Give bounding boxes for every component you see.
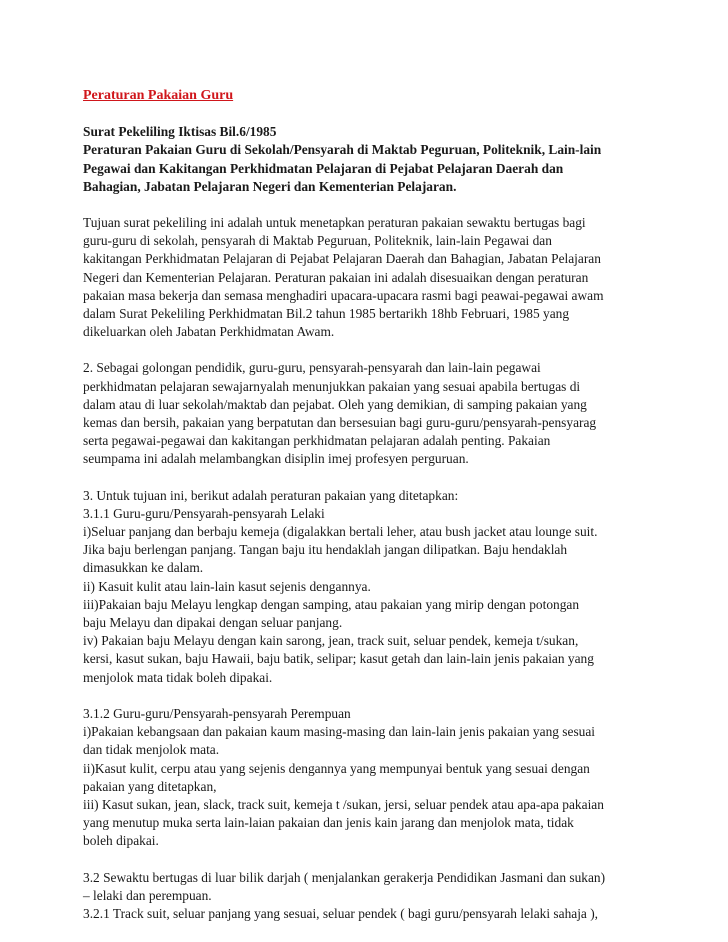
text-line: 3.1.1 Guru-guru/Pensyarah-pensyarah Lelaki — [83, 505, 325, 521]
text-line: pakaian masa bekerja dan semasa menghadiri upacara-upacara rasmi bagi peawai-pegawai awam — [83, 287, 604, 303]
text-line: pakaian yang ditetapkan, — [83, 778, 217, 794]
text-line: iii)Pakaian baju Melayu lengkap dengan samping, atau pakaian yang mirip dengan potongan — [83, 596, 580, 612]
document-title: Peraturan Pakaian Guru — [83, 88, 234, 103]
heading-line: Peraturan Pakaian Guru di Sekolah/Pensyarah di Maktab Peguruan, Politeknik, Lain-lain — [83, 142, 602, 158]
heading-line: Surat Pekeliling Iktisas Bil.6/1985 — [83, 124, 277, 140]
text-line: serta pegawai-pegawai dan kakitangan perkhidmatan pelajaran adalah penting. Pakaian — [83, 433, 551, 449]
text-line: dan tidak menjolok mata. — [83, 742, 220, 758]
text-line: i)Seluar panjang dan berbaju kemeja (digalakkan bertali leher, atau bush jacket atau lounge suit. — [83, 524, 598, 540]
text-line: iv) Pakaian baju Melayu dengan kain sarong, jean, track suit, seluar pendek, kemeja t/sukan, — [83, 633, 579, 649]
text-line: kemas dan bersih, pakaian yang berpatutan dan bersesuian bagi guru-guru/pensyarah-pensyarag — [83, 415, 597, 431]
text-line: ii)Kasut kulit, cerpu atau yang sejenis dengannya yang mempunyai bentuk yang sesuai dengan — [83, 760, 590, 776]
text-line: seumpama ini adalah melambangkan disiplin imej profesyen perguruan. — [83, 451, 469, 467]
section-3-male-rules — [83, 487, 658, 687]
text-line: 3. Untuk tujuan ini, berikut adalah peraturan pakaian yang ditetapkan: — [83, 487, 459, 503]
text-line: boleh dipakai. — [83, 833, 159, 849]
section-2-paragraph — [83, 359, 658, 468]
text-line: 3.1.2 Guru-guru/Pensyarah-pensyarah Perempuan — [83, 705, 351, 721]
heading-line: Bahagian, Jabatan Pelajaran Negeri dan Kementerian Pelajaran. — [83, 178, 457, 194]
text-line: dalam Surat Pekeliling Perkhidmatan Bil.2 tahun 1985 bertarikh 18hb Februari, 1985 yang — [83, 306, 570, 322]
text-line: dikeluarkan oleh Jabatan Perkhidmatan Awam. — [83, 324, 335, 340]
text-line: 3.2.1 Track suit, seluar panjang yang sesuai, seluar pendek ( bagi guru/pensyarah lelaki sahaja ), — [83, 905, 599, 921]
text-line: Tujuan surat pekeliling ini adalah untuk menetapkan peraturan pakaian sewaktu bertugas bagi — [83, 215, 586, 231]
text-line: menjolok mata tidak boleh dipakai. — [83, 669, 273, 685]
text-line: Negeri dan Kementerian Pelajaran. Peraturan pakaian ini adalah disesuaikan dengan peraturan — [83, 269, 589, 285]
text-line: yang menutup muka serta lain-laian pakaian dan jenis kain jarang dan menjolok mata, tidak — [83, 815, 574, 831]
document-page — [83, 87, 658, 923]
circular-heading — [83, 123, 658, 196]
heading-line: Pegawai dan Kakitangan Perkhidmatan Pelajaran di Pejabat Pelajaran Daerah dan — [83, 160, 564, 176]
section-3-female-rules — [83, 705, 658, 851]
text-line: kakitangan Perkhidmatan Pelajaran di Pejabat Pelajaran Daerah dan Bahagian, Jabatan Pelajaran — [83, 251, 601, 267]
text-line: kersi, kasut sukan, baju Hawaii, baju batik, selipar; kasut getah dan lain-lain jenis pakaian yang — [83, 651, 594, 667]
text-line: perkhidmatan pelajaran sewajarnyalah menunjukkan pakaian yang sesuai apabila bertugas di — [83, 378, 581, 394]
text-line: dalam atau di luar sekolah/maktab dan pejabat. Oleh yang demikian, di samping pakaian yang — [83, 396, 587, 412]
purpose-paragraph — [83, 214, 658, 341]
text-line: Jika baju berlengan panjang. Tangan baju itu hendaklah jangan dilipatkan. Baju hendaklah — [83, 542, 568, 558]
text-line: i)Pakaian kebangsaan dan pakaian kaum masing-masing dan lain-lain jenis pakaian yang sesuai — [83, 724, 596, 740]
section-3-2-outdoor-rules — [83, 869, 658, 924]
text-line: iii) Kasut sukan, jean, slack, track suit, kemeja t /sukan, jersi, seluar pendek atau apa-apa pakaian — [83, 796, 604, 812]
text-line: 2. Sebagai golongan pendidik, guru-guru, pensyarah-pensyarah dan lain-lain pegawai — [83, 360, 541, 376]
text-line: guru-guru di sekolah, pensyarah di Maktab Peguruan, Politeknik, lain-lain Pegawai dan — [83, 233, 552, 249]
text-line: – lelaki dan perempuan. — [83, 887, 212, 903]
text-line: dimasukkan ke dalam. — [83, 560, 204, 576]
text-line: ii) Kasuit kulit atau lain-lain kasut sejenis dengannya. — [83, 578, 371, 594]
text-line: 3.2 Sewaktu bertugas di luar bilik darjah ( menjalankan gerakerja Pendidikan Jasmani dan sukan) — [83, 869, 606, 885]
text-line: baju Melayu dan dipakai dengan seluar panjang. — [83, 615, 343, 631]
